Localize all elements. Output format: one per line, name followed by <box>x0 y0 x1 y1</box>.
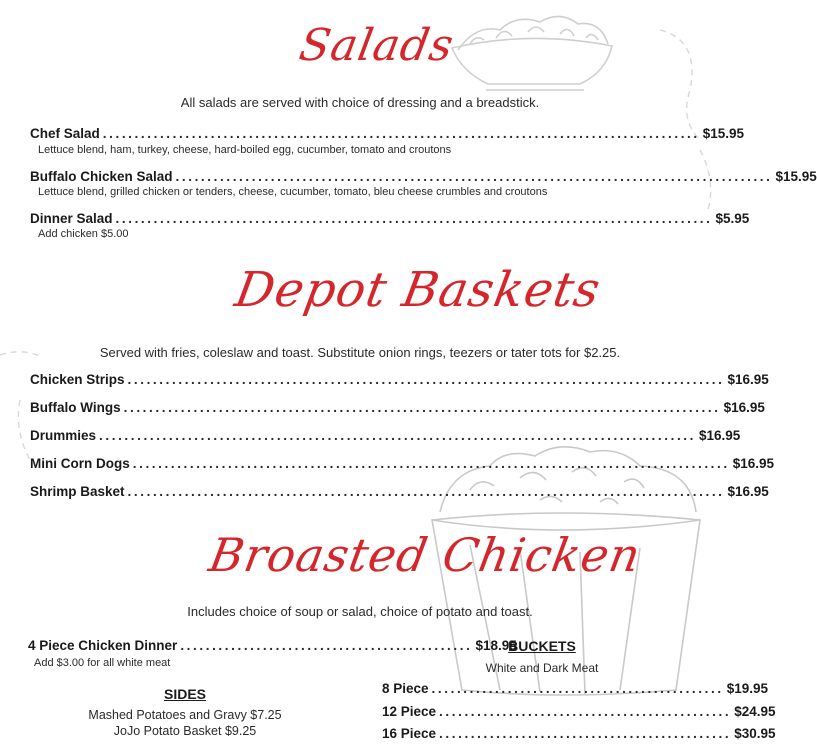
item-price: $16.95 <box>727 484 769 499</box>
item-name: Chicken Strips <box>30 372 125 387</box>
buckets-heading: BUCKETS <box>508 638 576 654</box>
leader-dots: .............................................................................................. <box>102 126 700 141</box>
item-price: $16.95 <box>727 372 769 387</box>
item-name: 4 Piece Chicken Dinner <box>28 638 178 653</box>
menu-item-chef-salad <box>30 126 745 141</box>
side-item: Mashed Potatoes and Gravy $7.25 <box>88 708 282 722</box>
baskets-title: Depot Baskets <box>231 262 605 318</box>
item-price: $18.95 <box>475 638 517 653</box>
item-name: 12 Piece <box>382 704 437 719</box>
menu-item-buffalo-chicken-salad <box>30 169 817 184</box>
leader-dots: .............................................. <box>439 704 732 719</box>
side-item: JoJo Potato Basket $9.25 <box>113 724 257 738</box>
menu-item-dinner-salad <box>30 211 750 226</box>
item-name: Chef Salad <box>30 126 100 141</box>
item-price: $24.95 <box>734 704 776 719</box>
menu-item-shrimp-basket <box>30 484 769 499</box>
salads-title: Salads <box>295 20 458 71</box>
leader-dots: .............................................. <box>439 726 732 741</box>
item-price: $16.95 <box>732 456 775 471</box>
item-description: Add $3.00 for all white meat <box>34 657 171 669</box>
item-description: Lettuce blend, grilled chicken or tenders, cheese, cucumber, tomato, bleu cheese crumbles and croutons <box>38 186 548 198</box>
leader-dots: .............................................................................................. <box>132 456 730 471</box>
menu-item-chicken-strips <box>30 372 769 387</box>
item-price: $16.95 <box>723 400 765 415</box>
leader-dots: .............................................................................................. <box>127 484 725 499</box>
item-name: 8 Piece <box>382 681 429 696</box>
sides-heading: SIDES <box>163 686 206 702</box>
menu-item-buffalo-wings <box>30 400 765 415</box>
menu-item-mini-corn-dogs <box>30 456 775 471</box>
item-description: Lettuce blend, ham, turkey, cheese, hard-boiled egg, cucumber, tomato and croutons <box>38 144 452 156</box>
leader-dots: .............................................................................................. <box>99 428 696 443</box>
item-name: Buffalo Chicken Salad <box>30 169 173 184</box>
item-price: $15.95 <box>775 169 817 184</box>
leader-dots: .............................................................................................. <box>175 169 773 184</box>
item-name: 16 Piece <box>382 726 437 741</box>
menu-item-12-piece <box>382 704 776 719</box>
leader-dots: .............................................................................................. <box>115 211 713 226</box>
item-name: Mini Corn Dogs <box>30 456 130 471</box>
item-price: $15.95 <box>702 126 745 141</box>
menu-item-drummies <box>30 428 741 443</box>
item-description: Add chicken $5.00 <box>38 228 129 240</box>
buckets-subheading: White and Dark Meat <box>485 661 599 675</box>
leader-dots: .............................................. <box>431 681 724 696</box>
menu-item-16-piece <box>382 726 776 741</box>
menu-item-8-piece <box>382 681 768 696</box>
broasted-intro: Includes choice of soup or salad, choice of potato and toast. <box>187 604 533 619</box>
broasted-title: Broasted Chicken <box>205 528 646 582</box>
item-price: $5.95 <box>715 211 750 226</box>
item-price: $30.95 <box>734 726 776 741</box>
salad-bowl-icon <box>452 16 612 90</box>
item-name: Buffalo Wings <box>30 400 121 415</box>
menu-item-4-piece-dinner <box>28 638 517 653</box>
item-price: $16.95 <box>699 428 741 443</box>
item-price: $19.95 <box>726 681 768 696</box>
item-name: Drummies <box>30 428 97 443</box>
item-name: Dinner Salad <box>30 211 113 226</box>
item-name: Shrimp Basket <box>30 484 125 499</box>
leader-dots: .............................................................................................. <box>123 400 721 415</box>
baskets-intro: Served with fries, coleslaw and toast. Substitute onion rings, teezers or tater tots for $2.25. <box>99 345 621 360</box>
leader-dots: .............................................. <box>180 638 473 653</box>
salads-intro: All salads are served with choice of dressing and a breadstick. <box>180 95 540 110</box>
leader-dots: .............................................................................................. <box>127 372 725 387</box>
